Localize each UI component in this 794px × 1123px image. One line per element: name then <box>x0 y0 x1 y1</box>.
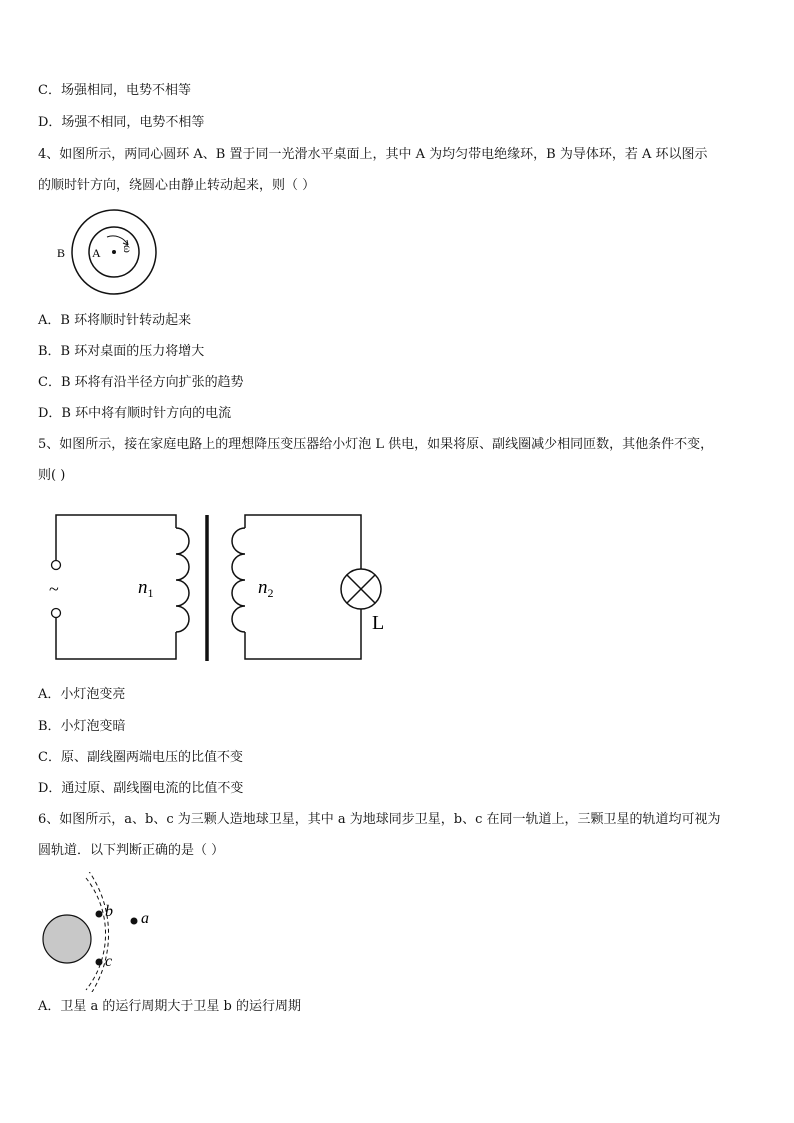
q4-figure-concentric-rings <box>52 205 162 300</box>
q6-option-a: A．卫星 a 的运行周期大于卫星 b 的运行周期 <box>38 999 301 1014</box>
ac-source-symbol: ~ <box>49 579 59 599</box>
q6-stem-line1: 6、如图所示，a、b、c 为三颗人造地球卫星，其中 a 为地球同步卫星，b、c 在同一轨道上，三颗卫星的轨道均可视为 <box>38 812 721 827</box>
label-c: c <box>105 953 113 970</box>
q5-stem-line2: 则( ) <box>38 468 66 483</box>
label-b: B <box>57 246 66 260</box>
label-b: b <box>105 903 113 920</box>
q5-option-c: C．原、副线圈两端电压的比值不变 <box>38 750 243 765</box>
q4-stem-line2: 的顺时针方向，绕圆心由静止转动起来，则（ ） <box>38 178 316 193</box>
q4-option-a: A．B 环将顺时针转动起来 <box>38 313 192 328</box>
q6-stem-line2: 圆轨道．以下判断正确的是（ ） <box>38 843 225 858</box>
q6-figure-satellite-orbits <box>38 872 168 992</box>
q3-option-d: D．场强不相同，电势不相等 <box>38 115 205 130</box>
q4-option-c: C．B 环将有沿半径方向扩张的趋势 <box>38 375 244 390</box>
q5-stem-line1: 5、如图所示，接在家庭电路上的理想降压变压器给小灯泡 L 供电，如果将原、副线圈减少相同匝数，其他条件不变， <box>38 437 714 452</box>
label-n2: $n_2$ <box>258 577 274 600</box>
q5-option-b: B．小灯泡变暗 <box>38 719 126 734</box>
q4-option-d: D．B 环中将有顺时针方向的电流 <box>38 406 232 421</box>
ring-center-dot <box>112 250 116 254</box>
secondary-coil <box>232 528 245 632</box>
label-a: A <box>92 246 101 260</box>
primary-wire <box>56 515 176 560</box>
q4-stem-line1: 4、如图所示，两同心圆环 A、B 置于同一光滑水平桌面上，其中 A 为均匀带电绝缘环，B 为导体环，若 A 环以图示 <box>38 147 708 162</box>
label-a: a <box>141 910 149 927</box>
terminal-bottom <box>52 609 61 618</box>
label-lamp-l: L <box>372 612 385 634</box>
q5-option-d: D．通过原、副线圈电流的比值不变 <box>38 781 244 796</box>
secondary-wire <box>245 515 361 569</box>
satellite-c <box>96 959 103 966</box>
earth <box>43 915 91 963</box>
satellite-b <box>96 911 103 918</box>
label-n1: $n_1$ <box>138 577 154 600</box>
q4-option-b: B．B 环对桌面的压力将增大 <box>38 344 205 359</box>
label-omega: ω <box>121 245 135 253</box>
primary-coil <box>176 528 189 632</box>
q5-option-a: A．小灯泡变亮 <box>38 687 126 702</box>
terminal-top <box>52 561 61 570</box>
q5-figure-transformer-circuit <box>40 505 400 670</box>
satellite-a <box>131 918 138 925</box>
q3-option-c: C．场强相同，电势不相等 <box>38 83 191 98</box>
